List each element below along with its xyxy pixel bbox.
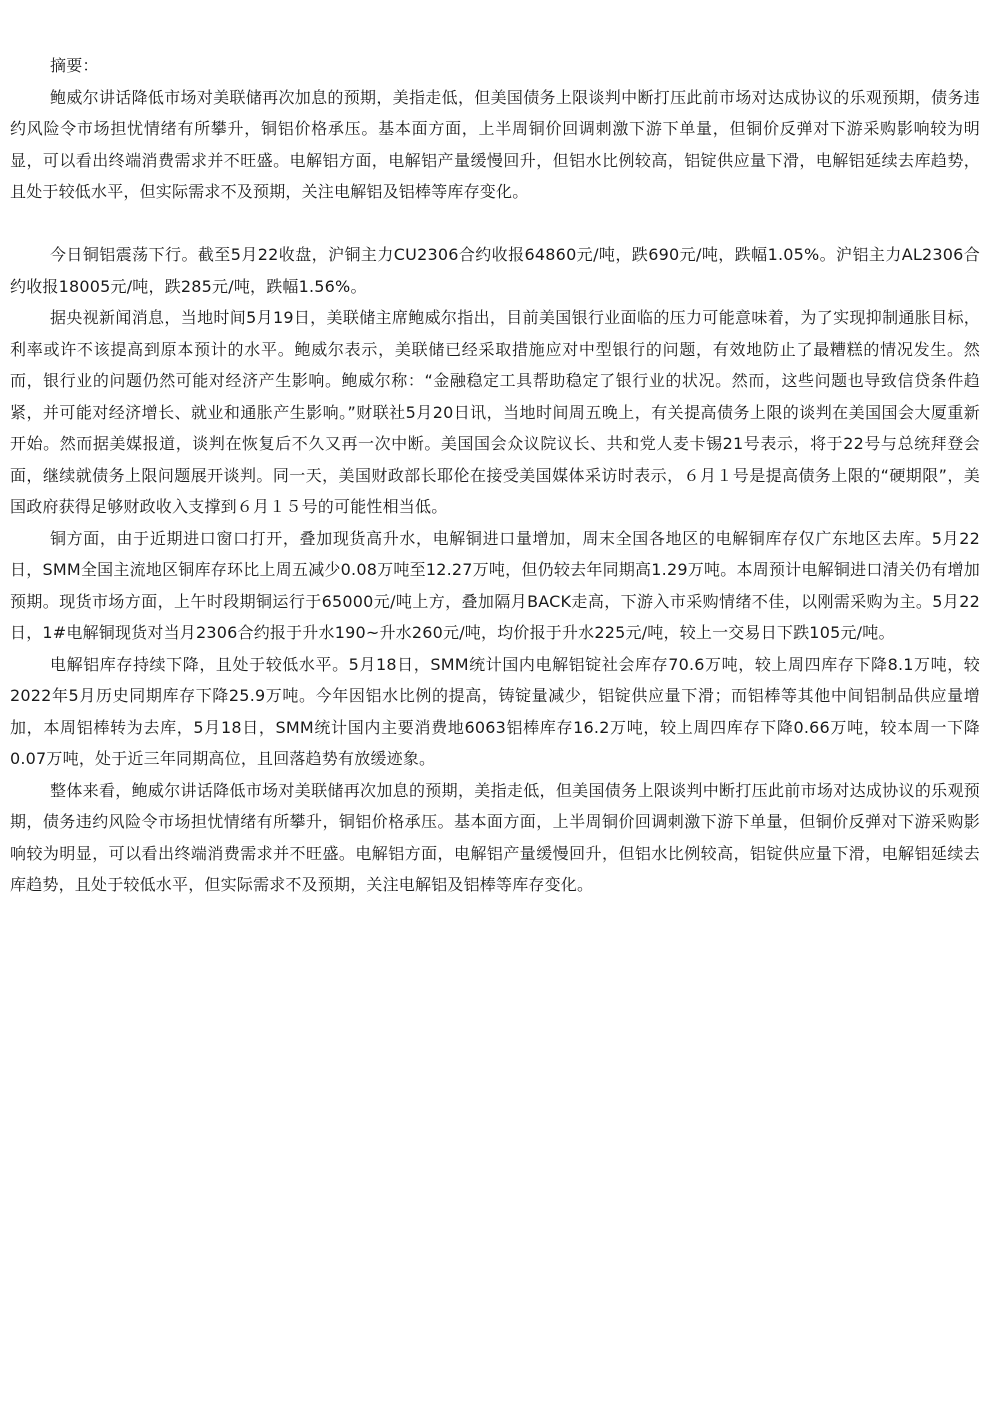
aluminum-paragraph: 电解铝库存持续下降，且处于较低水平。5月18日，SMM统计国内电解铝锭社会库存70.6万吨，较上周四库存下降8.1万吨，较2022年5月历史同期库存下降25.9万吨。今年因铝水比例的提高，铸锭量减少，铝锭供应量下滑；而铝棒等其他中间铝制品供应量增加，本周铝棒转为去库，5月18日，SMM统计国内主要消费地6063铝棒库存16.2万吨，较上周四库存下降0.66万吨，较本周一下降0.07万吨，处于近三年同期高位，且回落趋势有放缓迹象。: [10, 654, 980, 768]
fed-news-paragraph: 据央视新闻消息，当地时间5月19日，美联储主席鲍威尔指出，目前美国银行业面临的压力可能意味着，为了实现抑制通胀目标，利率或许不该提高到原本预计的水平。鲍威尔表示，美联储已经采取措施应对中型银行的问题，有效地防止了最糟糕的情况发生。然而，银行业的问题仍然可能对经济产生影响。鲍威尔称：“金融稳定工具帮助稳定了银行业的状况。然而，这些问题也导致信贷条件趋紧，并可能对经济增长、就业和通胀产生影响。”财联社5月20日讯，当地时间周五晚上，有关提高债务上限的谈判在美国国会大厦重新开始。然而据美媒报道，谈判在恢复后不久又再一次中断。美国国会众议院议长、共和党人麦卡锡21号表示，将于22号与总统拜登会面，继续就债务上限问题展开谈判。同一天，美国财政部长耶伦在接受美国媒体采访时表示，６月１号是提高债务上限的“硬期限”，美国政府获得足够财政收入支撑到６月１５号的可能性相当低。: [10, 308, 980, 516]
market-close-paragraph: 今日铜铝震荡下行。截至5月22收盘，沪铜主力CU2306合约收报64860元/吨，跌690元/吨，跌幅1.05%。沪铝主力AL2306合约收报18005元/吨，跌285元/吨，跌幅1.56%。: [10, 245, 980, 296]
document-body: [10, 50, 980, 901]
copper-paragraph: 铜方面，由于近期进口窗口打开，叠加现货高升水，电解铜进口量增加，周末全国各地区的电解铜库存仅广东地区去库。5月22日，SMM全国主流地区铜库存环比上周五减少0.08万吨至12.27万吨，但仍较去年同期高1.29万吨。本周预计电解铜进口清关仍有增加预期。现货市场方面，上午时段期铜运行于65000元/吨上方，叠加隔月BACK走高，下游入市采购情绪不佳，以刚需采购为主。5月22日，1#电解铜现货对当月2306合约报于升水190~升水260元/吨，均价报于升水225元/吨，较上一交易日下跌105元/吨。: [10, 528, 980, 642]
summary-heading: 摘要：: [50, 56, 99, 75]
summary-paragraph: 鲍威尔讲话降低市场对美联储再次加息的预期，美指走低，但美国债务上限谈判中断打压此前市场对达成协议的乐观预期，债务违约风险令市场担忧情绪有所攀升，铜铝价格承压。基本面方面，上半周铜价回调刺激下游下单量，但铜价反弹对下游采购影响较为明显，可以看出终端消费需求并不旺盛。电解铝方面，电解铝产量缓慢回升，但铝水比例较高，铝锭供应量下滑，电解铝延续去库趋势，且处于较低水平，但实际需求不及预期，关注电解铝及铝棒等库存变化。: [10, 87, 980, 201]
conclusion-paragraph: 整体来看，鲍威尔讲话降低市场对美联储再次加息的预期，美指走低，但美国债务上限谈判中断打压此前市场对达成协议的乐观预期，债务违约风险令市场担忧情绪有所攀升，铜铝价格承压。基本面方面，上半周铜价回调刺激下游下单量，但铜价反弹对下游采购影响较为明显，可以看出终端消费需求并不旺盛。电解铝方面，电解铝产量缓慢回升，但铝水比例较高，铝锭供应量下滑，电解铝延续去库趋势，且处于较低水平，但实际需求不及预期，关注电解铝及铝棒等库存变化。: [10, 780, 980, 894]
paragraph-spacer: [10, 208, 980, 240]
